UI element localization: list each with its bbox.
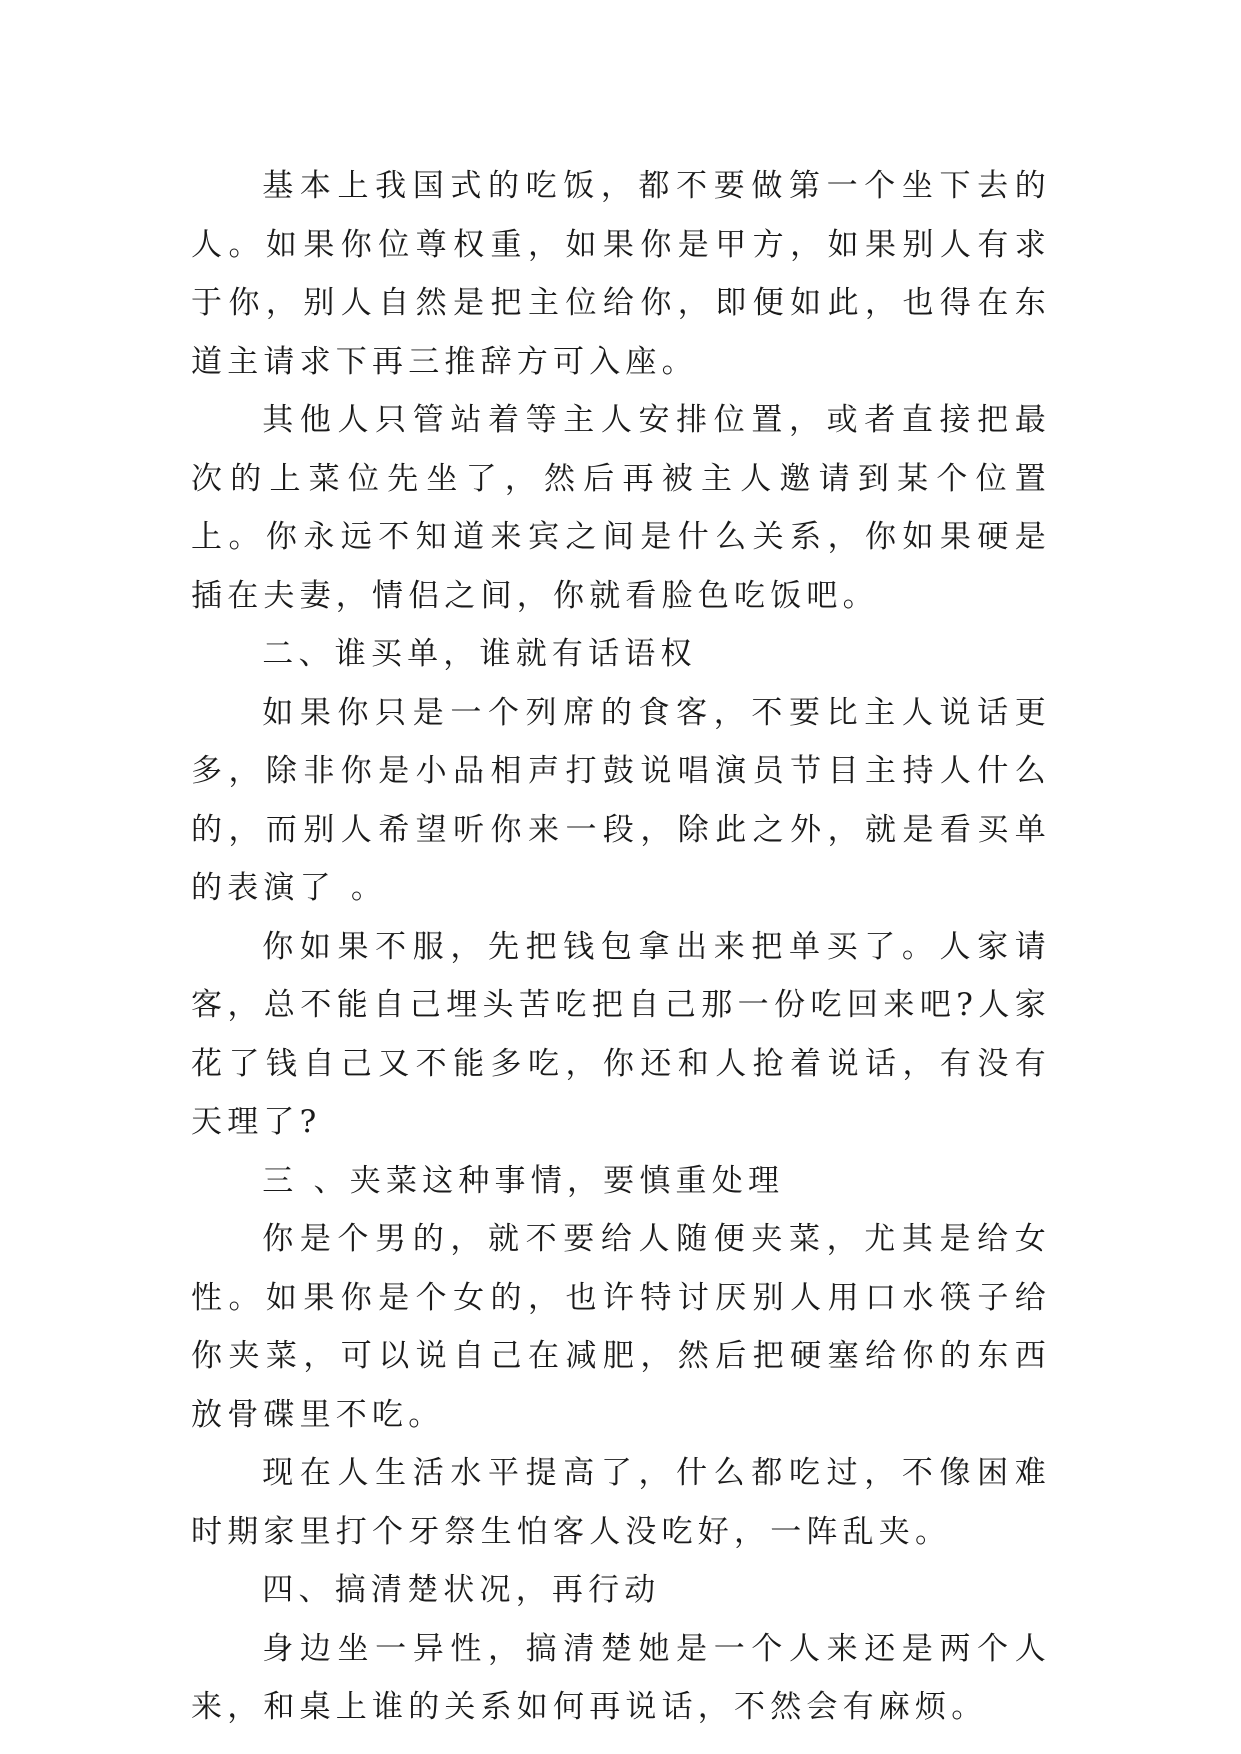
paragraph-seating-order: 基本上我国式的吃饭，都不要做第一个坐下去的人。如果你位尊权重，如果你是甲方，如果别人有求于你，别人自然是把主位给你，即便如此，也得在东道主请求下再三推辞方可入座。 — [191, 168, 1051, 380]
section-heading-2: 二、谁买单，谁就有话语权 — [262, 636, 697, 672]
paragraph-seatmate: 身边坐一异性，搞清楚她是一个人来还是两个人来，和桌上谁的关系如何再说话，不然会有麻烦。 — [191, 1630, 1051, 1725]
document-body — [191, 157, 1051, 1737]
paragraph-pay-the-bill: 你如果不服，先把钱包拿出来把单买了。人家请客，总不能自己埋头苦吃把自己那一份吃回来吧?人家花了钱自己又不能多吃，你还和人抢着说话，有没有天理了? — [191, 928, 1051, 1140]
paragraph-wait-for-host: 其他人只管站着等主人安排位置，或者直接把最次的上菜位先坐了，然后再被主人邀请到某个位置上。你永远不知道来宾之间是什么关系，你如果硬是插在夫妻，情侣之间，你就看脸色吃饭吧。 — [191, 402, 1051, 614]
paragraph-living-standards: 现在人生活水平提高了，什么都吃过，不像困难时期家里打个牙祭生怕客人没吃好，一阵乱夹。 — [191, 1455, 1051, 1550]
paragraph-guest-speaking: 如果你只是一个列席的食客，不要比主人说话更多，除非你是小品相声打鼓说唱演员节目主持人什么的，而别人希望听你来一段，除此之外，就是看买单的表演了 。 — [191, 694, 1051, 906]
section-heading-4: 四、搞清楚状况，再行动 — [262, 1572, 661, 1608]
section-heading-3: 三 、夹菜这种事情，要慎重处理 — [262, 1162, 785, 1199]
paragraph-serving-food: 你是个男的，就不要给人随便夹菜，尤其是给女性。如果你是个女的，也许特讨厌别人用口水筷子给你夹菜，可以说自己在减肥，然后把硬塞给你的东西放骨碟里不吃。 — [191, 1221, 1051, 1433]
